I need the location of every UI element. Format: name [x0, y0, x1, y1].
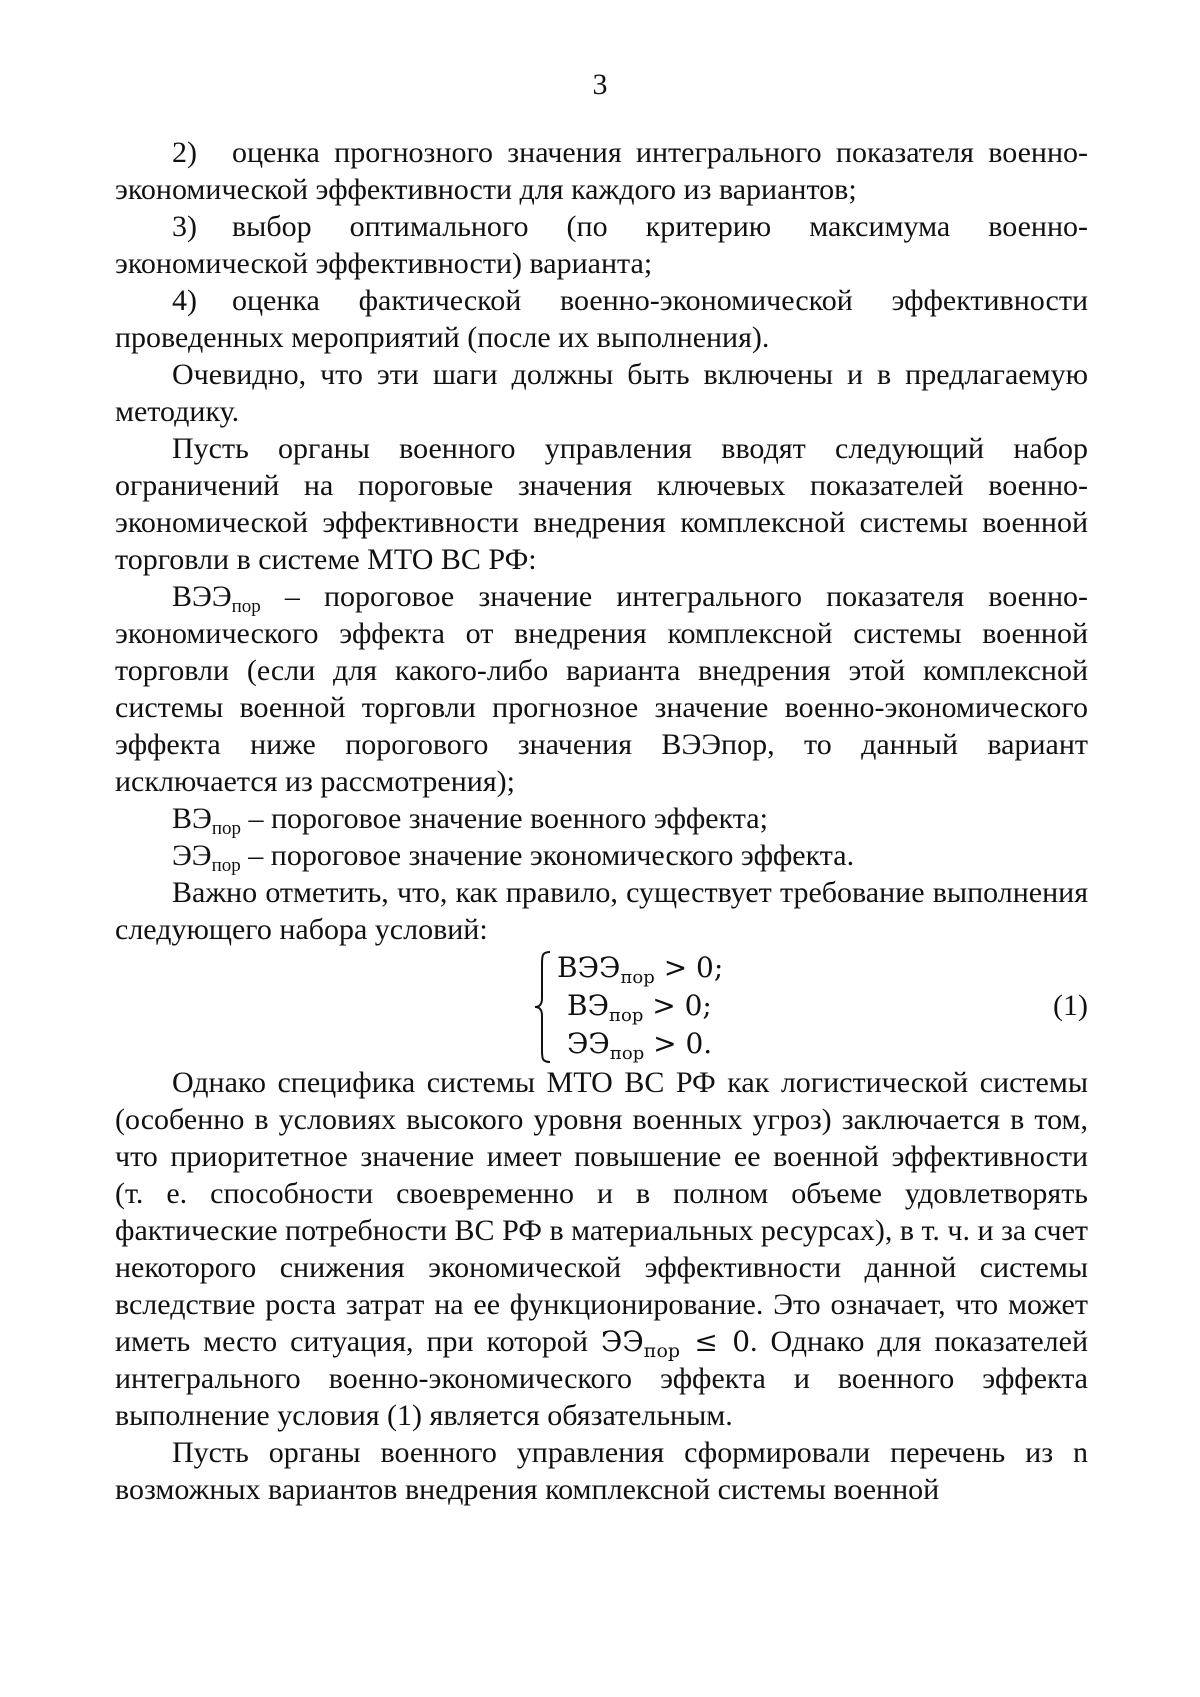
paragraph-constraints-intro: Пусть органы военного управления вводят следующий набор ограничений на пороговые значения ключевых показателей военно-экономической эффективности внедрения комплексной системы военной торговли в системе МТО ВС РФ: [115, 432, 1088, 576]
definition-ee [115, 837, 1088, 874]
symbol-ee: ЭЭ [172, 839, 212, 872]
equation-number: (1) [1053, 989, 1088, 1022]
subscript-por: пор [211, 855, 241, 876]
formula-system [115, 950, 1088, 1064]
formula-subscript: пор [620, 967, 655, 988]
definition-ve [115, 800, 1088, 837]
subscript-por: пор [211, 818, 241, 839]
formula-line-ve [567, 988, 712, 1024]
formula-relation: > 0. [644, 1027, 713, 1060]
list-item [115, 208, 1088, 282]
formula-relation: > 0; [643, 989, 712, 1022]
list-item-number: 2) [172, 136, 197, 169]
formula-symbol: ВЭЭ [557, 951, 621, 984]
list-item-number: 3) [172, 210, 197, 243]
formula-subscript: пор [609, 1005, 644, 1026]
formula-subscript: пор [609, 1043, 645, 1064]
symbol-ve: ВЭ [172, 802, 212, 835]
inline-subscript: пор [643, 1340, 681, 1362]
paragraph-text: . Однако для показателей интегрального военно-экономического эффекта и военного эффекта выполнение условия (1) является обязательным. [115, 1325, 1089, 1432]
list-item-text: оценка фактической военно-экономической эффективности проведенных мероприятий (после их выполнения). [115, 284, 1088, 354]
definition-text: – пороговое значение интегрального показателя военно-экономического эффекта от внедрения комплексной системы военной торговли (если для какого-либо варианта внедрения этой комплексной системы военной торговли прогнозное значение военно-экономического эффекта ниже порогового значения ВЭЭпор, то данный вариант исключается из рассмотрения); [115, 580, 1088, 798]
inline-relation: ≤ 0 [680, 1325, 751, 1358]
symbol-vee: ВЭЭ [172, 580, 232, 613]
definition-text: – пороговое значение экономического эффекта. [240, 839, 855, 872]
list-item [115, 282, 1088, 356]
paragraph-text: Однако специфика системы МТО ВС РФ как логистической системы (особенно в условиях высокого уровня военных угроз) заключается в том, что приоритетное значение имеет повышение ее военной эффективности (т. е. способности своевременно и в полном объеме удовлетворять фактические потребности ВС РФ в материальных ресурсах), в т. ч. и за счет некоторого снижения экономической эффективности данной системы вследствие роста затрат на ее функционирование. Это означает, что может иметь место ситуация, при которой [115, 1066, 1088, 1358]
list-item [115, 134, 1088, 208]
subscript-por: пор [231, 596, 261, 617]
formula-line-ee [567, 1026, 712, 1062]
list-item-number: 4) [172, 284, 197, 317]
page-number: 3 [592, 68, 608, 101]
formula-line-vee [557, 950, 723, 986]
definition-vee [115, 578, 1088, 800]
formula-symbol: ЭЭ [567, 1027, 610, 1060]
paragraph-however [115, 1064, 1088, 1434]
paragraph-important: Важно отметить, что, как правило, существует требование выполнения следующего набора условий: [115, 876, 1088, 946]
formula-relation: > 0; [654, 951, 724, 984]
paragraph-obvious: Очевидно, что эти шаги должны быть включены и в предлагаемую методику. [115, 358, 1088, 428]
paragraph-variants: Пусть органы военного управления сформировали перечень из n возможных вариантов внедрения комплексной системы военной [115, 1436, 1088, 1506]
definition-text: – пороговое значение военного эффекта; [241, 802, 768, 835]
list-item-text: оценка прогнозного значения интегрального показателя военно-экономической эффективности для каждого из вариантов; [115, 136, 1088, 206]
inline-symbol-ee: ЭЭ [600, 1325, 644, 1358]
left-brace-icon [533, 950, 553, 1064]
body-text [115, 134, 1088, 1508]
formula-symbol: ВЭ [567, 989, 609, 1022]
list-item-text: выбор оптимального (по критерию максимума военно-экономической эффективности) варианта; [115, 210, 1088, 280]
